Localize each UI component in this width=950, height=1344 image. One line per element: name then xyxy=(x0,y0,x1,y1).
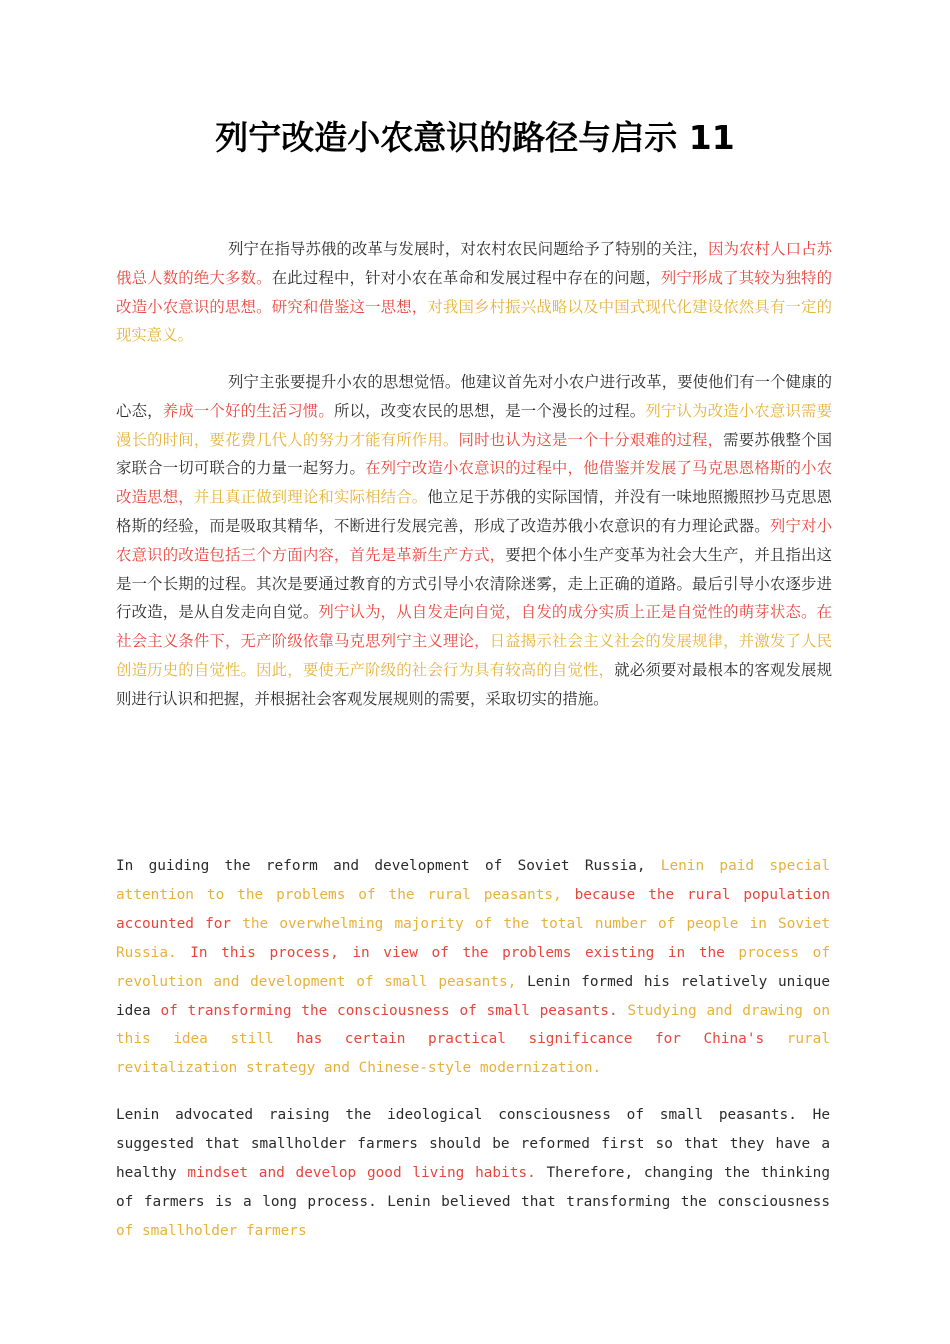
zh-paragraph-2 xyxy=(116,368,832,714)
text-run: the overwhelming majority of the total number of people in Soviet Russia. xyxy=(116,915,831,961)
text-run: 同时也认为这是一个十分艰难的过程， xyxy=(458,430,724,449)
text-run: 对我国乡村振兴战略以及中国式现代化建设依然具有一定的现实意义。 xyxy=(116,297,832,345)
text-run: Lenin paid special attention to the problems of the rural peasants, xyxy=(116,858,830,903)
text-run: Lenin formed his relatively unique idea xyxy=(116,973,831,1019)
text-run: mindset and develop good living habits. xyxy=(187,1164,547,1181)
text-run: 列宁认为，从自发走向自觉，自发的成分实质上正是自觉性的萌芽状态。在社会主义条件下，无产阶级依靠马克思列宁主义理论， xyxy=(116,603,832,651)
zh-paragraph-1 xyxy=(116,235,832,350)
text-run: 列宁形成了其较为独特的改造小农意识的思想。研究和借鉴这一思想， xyxy=(116,268,832,316)
text-run: 在此过程中，针对小农在革命和发展过程中存在的问题， xyxy=(271,268,661,287)
text-run: process of revolution and development of small peasants, xyxy=(116,944,830,990)
text-run: of smallholder farmers xyxy=(116,1222,307,1239)
text-run: Studying and drawing on this idea still xyxy=(116,1002,830,1048)
text-run: Lenin advocated raising the ideological consciousness of small peasants. He suggested that smallholder farmers should be reformed first so that they have a healthy xyxy=(116,1107,830,1181)
text-run: 养成一个好的生活习惯。 xyxy=(162,401,334,420)
text-run: Therefore, changing the thinking of farmers is a long process. Lenin believed that transforming the consciousness xyxy=(116,1164,831,1210)
text-run: 列宁在指导苏俄的改革与发展时，对农村农民问题给予了特别的关注， xyxy=(228,240,709,258)
document-title: 列宁改造小农意识的路径与启示 11 xyxy=(215,118,735,157)
en-paragraph-2 xyxy=(116,1101,830,1246)
text-run: rural revitalization strategy and Chinese-style modernization. xyxy=(116,1031,831,1077)
text-run: 并且真正做到理论和实际相结合。 xyxy=(193,488,428,507)
text-run: has certain practical significance for China's xyxy=(296,1031,787,1048)
text-run: In guiding the reform and development of Soviet Russia, xyxy=(116,858,661,874)
text-run: 列宁认为改造小农意识需要漫长的时间，要花费几代人的努力才能有所作用。 xyxy=(116,401,832,449)
text-run: 因为农村人口占苏俄总人数的绝大多数。 xyxy=(116,240,832,287)
text-run: 他立足于苏俄的实际国情，并没有一味地照搬照抄马克思恩格斯的经验，而是吸取其精华，不断进行发展完善，形成了改造苏俄小农意识的有力理论武器。 xyxy=(116,488,832,535)
text-run: 在列宁改造小农意识的过程中，他借鉴并发展了马克思恩格斯的小农改造思想， xyxy=(116,459,832,507)
text-run: 所以，改变农民的思想，是一个漫长的过程。 xyxy=(333,401,646,420)
text-run: of transforming the consciousness of small peasants. xyxy=(160,1002,628,1019)
text-run: 要把个体小生产变革为社会大生产，并且指出这是一个长期的过程。其次是要通过教育的方式引导小农清除迷雾，走上正确的道路。最后引导小农逐步进行改造，是从自发走向自觉。 xyxy=(116,545,832,622)
text-run: 日益揭示社会主义社会的发展规律，并激发了人民创造历史的自觉性。因此，要使无产阶级的社会行为具有较高的自觉性， xyxy=(116,632,832,679)
en-paragraph-1 xyxy=(116,852,830,1083)
text-run: 列宁主张要提升小农的思想觉悟。他建议首先对小农户进行改革，要使他们有一个健康的心态， xyxy=(116,373,832,420)
text-run: In this process, in view of the problems existing in the xyxy=(190,944,739,961)
text-run: 就必须要对最根本的客观发展规则进行认识和把握，并根据社会客观发展规则的需要，采取切实的措施。 xyxy=(116,660,832,708)
text-run: 需要苏俄整个国家联合一切可联合的力量一起努力。 xyxy=(116,430,832,478)
text-run: because the rural population accounted for xyxy=(116,886,830,932)
text-run: 列宁对小农意识的改造包括三个方面内容，首先是革新生产方式， xyxy=(116,516,832,564)
